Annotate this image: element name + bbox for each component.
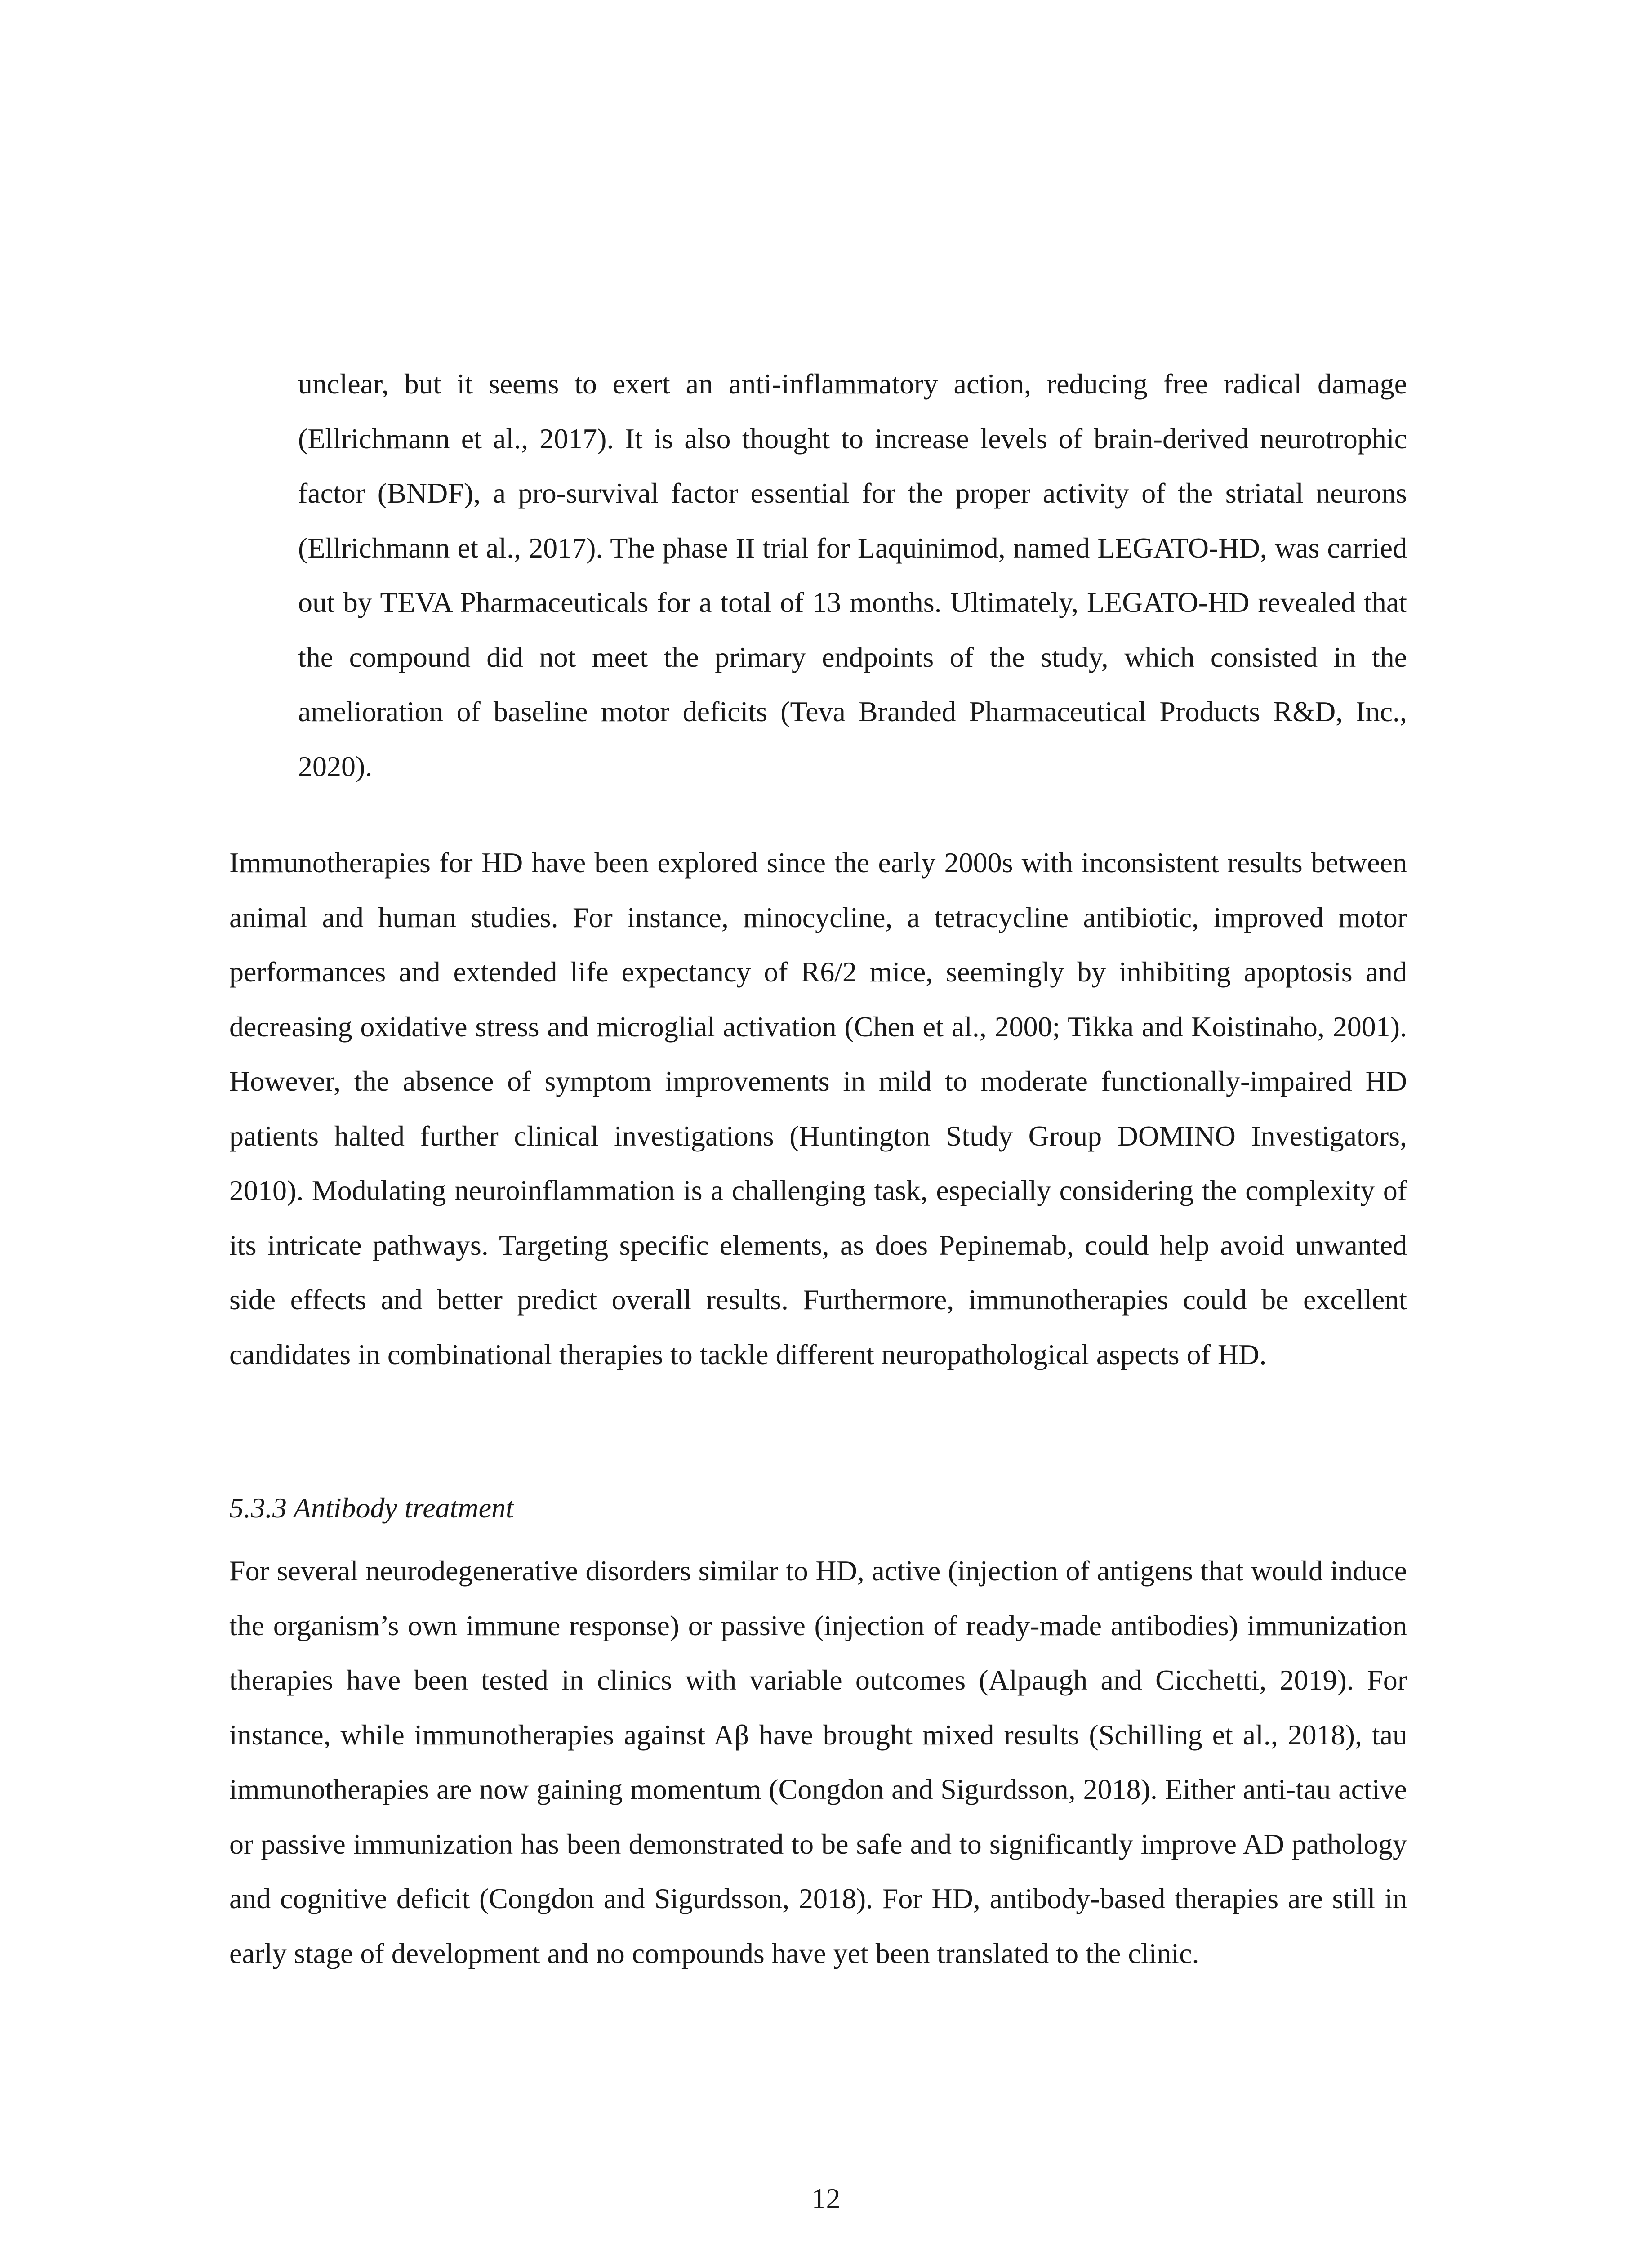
immunotherapies-paragraph: Immunotherapies for HD have been explored since the early 2000s with inconsistent results between animal and human studies. For instance, minocycline, a tetracycline antibiotic, improved motor performances and extended life expectancy of R6/2 mice, seemingly by inhibiting apoptosis and decreasing oxidative stress and microglial activation (Chen et al., 2000; Tikka and Koistinaho, 2001). However, the absence of symptom improvements in mild to moderate functionally-impaired HD patients halted further clinical investigations (Huntington Study Group DOMINO Investigators, 2010). Modulating neuroinflammation is a challenging task, especially considering the complexity of its intricate pathways. Targeting specific elements, as does Pepinemab, could help avoid unwanted side effects and better predict overall results. Furthermore, immunotherapies could be excellent candidates in combinational therapies to tackle different neuropathological aspects of HD.	[229, 847, 1407, 1370]
page-number: 12	[811, 2182, 841, 2214]
laquinimod-paragraph: unclear, but it seems to exert an anti-inflammatory action, reducing free radical damage (Ellrichmann et al., 2017). It is also thought to increase levels of brain-derived neurotrophic factor (BNDF), a pro-survival factor essential for the proper activity of the striatal neurons (Ellrichmann et al., 2017). The phase II trial for Laquinimod, named LEGATO-HD, was carried out by TEVA Pharmaceuticals for a total of 13 months. Ultimately, LEGATO-HD revealed that the compound did not meet the primary endpoints of the study, which consisted in the amelioration of baseline motor deficits (Teva Branded Pharmaceutical Products R&D, Inc., 2020).	[298, 368, 1407, 782]
section-heading-antibody-treatment: 5.3.3 Antibody treatment	[229, 1492, 514, 1524]
antibody-treatment-paragraph: For several neurodegenerative disorders similar to HD, active (injection of antigens that would induce the organism’s own immune response) or passive (injection of ready-made antibodies) immunization therapies have been tested in clinics with variable outcomes (Alpaugh and Cicchetti, 2019). For instance, while immunotherapies against Aβ have brought mixed results (Schilling et al., 2018), tau immunotherapies are now gaining momentum (Congdon and Sigurdsson, 2018). Either anti-tau active or passive immunization has been demonstrated to be safe and to significantly improve AD pathology and cognitive deficit (Congdon and Sigurdsson, 2018). For HD, antibody-based therapies are still in early stage of development and no compounds have yet been translated to the clinic.	[229, 1555, 1407, 1969]
